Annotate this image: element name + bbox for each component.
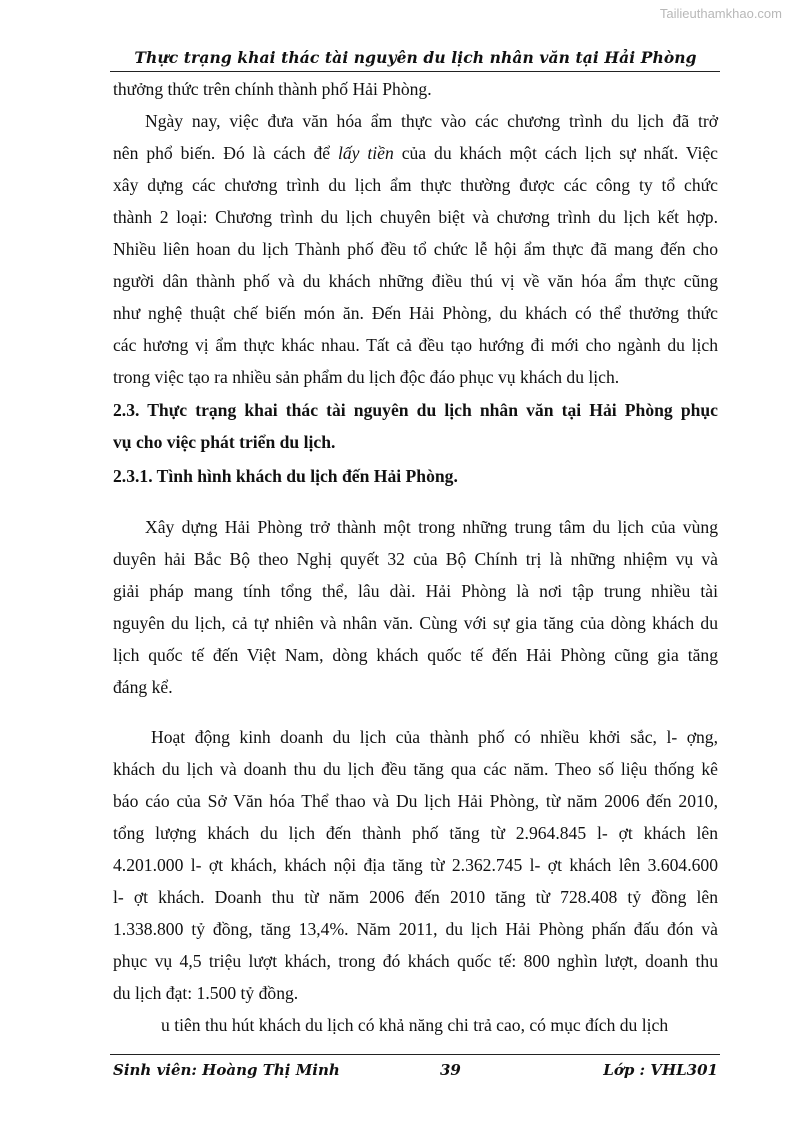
running-header: Thực trạng khai thác tài nguyên du lịch nhân văn tại Hải Phòng [134, 48, 697, 67]
line-text: phục vụ 4,5 triệu lượt khách, trong đó khách quốc tế: 800 nghìn lượt, doanh thu [113, 951, 718, 971]
line-text: tổng lượng khách du lịch đến thành phố tăng từ 2.964.845 l- ợt khách lên [113, 823, 718, 843]
line-text: l- ợt khách. Doanh thu từ năm 2006 đến 2010 tăng từ 728.408 tỷ đồng lên [113, 887, 718, 907]
paragraph-statistics-line [113, 758, 718, 780]
paragraph-statistics-line [113, 822, 718, 844]
paragraph-food-tourism-line [113, 302, 718, 324]
paragraph-food-tourism-line [113, 142, 718, 164]
paragraph-visitor-growth-line [113, 580, 718, 602]
line-text: 1.338.800 tỷ đồng, tăng 13,4%. Năm 2011, du lịch Hải Phòng phấn đấu đón và [113, 919, 718, 939]
paragraph-statistics-line [113, 918, 718, 940]
paragraph-statistics-line [113, 886, 718, 908]
line-text: thưởng thức trên chính thành phố Hải Phòng. [113, 79, 432, 99]
section-heading-2-3-line [113, 399, 718, 421]
line-text: của du khách một cách lịch sự nhất. Việc [393, 143, 718, 163]
paragraph-food-tourism-line [113, 206, 718, 228]
paragraph-statistics-line [113, 854, 718, 876]
line-text: các hương vị ẩm thực khác nhau. Tất cả đều tạo hướng đi mới cho ngành du lịch [113, 335, 718, 355]
paragraph-visitor-growth-line [113, 676, 718, 698]
paragraph-food-tourism-line [113, 366, 718, 388]
page-number: 39 [440, 1061, 461, 1079]
line-text: 2.3.1. Tình hình khách du lịch đến Hải Phòng. [113, 466, 458, 486]
header-rule [110, 71, 720, 72]
line-text: 4.201.000 l- ợt khách, khách nội địa tăng từ 2.362.745 l- ợt khách lên 3.604.600 [113, 855, 718, 875]
line-text: khách du lịch và doanh thu du lịch đều tăng qua các năm. Theo số liệu thống kê [113, 759, 718, 779]
line-text: Xây dựng Hải Phòng trở thành một trong những trung tâm du lịch của vùng [145, 517, 718, 537]
paragraph-statistics-line [113, 950, 718, 972]
line-text: xây dựng các chương trình du lịch ẩm thực thường được các công ty tổ chức [113, 175, 718, 195]
line-text: nên phổ biến. Đó là cách để [113, 143, 338, 163]
paragraph-statistics-line [151, 726, 718, 748]
line-text: người dân thành phố và du khách những điều thú vị về văn hóa ẩm thực cũng [113, 271, 718, 291]
line-text: lịch quốc tế đến Việt Nam, dòng khách quốc tế đến Hải Phòng cũng gia tăng [113, 645, 718, 665]
line-text: Hoạt động kinh doanh du lịch của thành phố có nhiều khởi sắc, l- ợng, [151, 727, 718, 747]
line-text: đáng kể. [113, 677, 173, 697]
line-text: trong việc tạo ra nhiều sản phẩm du lịch độc đáo phục vụ khách du lịch. [113, 367, 620, 387]
paragraph-food-tourism-line [145, 110, 718, 132]
section-heading-2-3-line [113, 431, 718, 453]
line-text: Ngày nay, việc đưa văn hóa ẩm thực vào các chương trình du lịch đã trở [145, 111, 718, 131]
paragraph-visitor-growth-line [113, 612, 718, 634]
line-text: như nghệ thuật chế biến món ăn. Đến Hải Phòng, du khách có thể thưởng thức [113, 303, 718, 323]
footer-student: Sinh viên: Hoàng Thị Minh [113, 1061, 340, 1079]
footer-rule [110, 1054, 720, 1055]
paragraph-priority-line [161, 1014, 718, 1036]
line-text: giải pháp mang tính tổng thể, lâu dài. Hải Phòng là nơi tập trung nhiều tài [113, 581, 718, 601]
paragraph-food-tourism-line [113, 238, 718, 260]
paragraph-visitor-growth-line [113, 548, 718, 570]
section-heading-2-3-1-line [113, 465, 718, 487]
footer-class: Lớp : VHL301 [603, 1061, 718, 1079]
line-text: Nhiều liên hoan du lịch Thành phố đều tổ chức lễ hội ẩm thực đã mang đến cho [113, 239, 718, 259]
line-text: duyên hải Bắc Bộ theo Nghị quyết 32 của Bộ Chính trị là những nhiệm vụ và [113, 549, 718, 569]
paragraph-statistics-line [113, 790, 718, 812]
line-text: du lịch đạt: 1.500 tỷ đồng. [113, 983, 299, 1003]
paragraph-food-tourism-line [113, 334, 718, 356]
paragraph-visitor-growth-line [145, 516, 718, 538]
emphasis-text: lấy tiền [337, 143, 394, 163]
paragraph-statistics-line [113, 982, 718, 1004]
line-text: 2.3. Thực trạng khai thác tài nguyên du lịch nhân văn tại Hải Phòng phục [113, 400, 718, 420]
watermark: Tailieuthamkhao.com [659, 6, 782, 21]
line-text: báo cáo của Sở Văn hóa Thể thao và Du lịch Hải Phòng, từ năm 2006 đến 2010, [113, 791, 718, 811]
line-text: vụ cho việc phát triển du lịch. [113, 432, 336, 452]
line-text: u tiên thu hút khách du lịch có khả năng chi trả cao, có mục đích du lịch [161, 1015, 669, 1035]
line-text: nguyên du lịch, cả tự nhiên và nhân văn. Cùng với sự gia tăng của dòng khách du [113, 613, 718, 633]
paragraph-visitor-growth-line [113, 644, 718, 666]
paragraph-food-tourism-line [113, 174, 718, 196]
paragraph-food-tourism-line [113, 270, 718, 292]
line-text: thành 2 loại: Chương trình du lịch chuyên biệt và chương trình du lịch kết hợp. [113, 207, 718, 227]
paragraph-continuation-line [113, 78, 718, 100]
